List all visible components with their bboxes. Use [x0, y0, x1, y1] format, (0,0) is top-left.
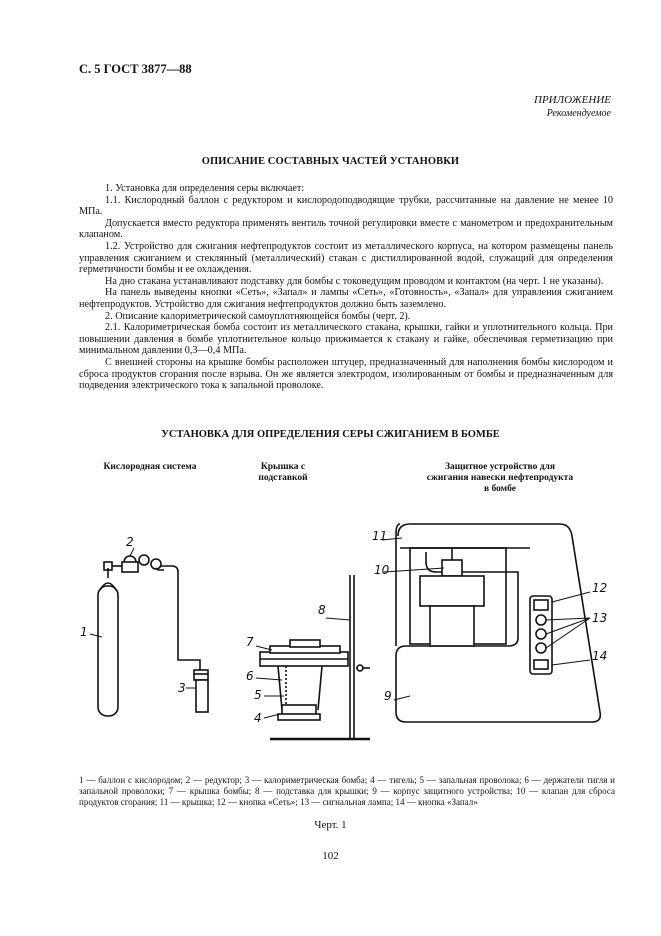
calorimetric-bomb-drawing: [194, 670, 208, 712]
part-number: 2: [126, 535, 134, 549]
part-number: 7: [246, 635, 254, 649]
part-number: 3: [178, 681, 186, 695]
apparatus-drawing: [60, 500, 620, 760]
part-number: 9: [384, 689, 392, 703]
paragraph: 1. Установка для определения серы включает:: [105, 183, 305, 194]
paragraph: На панель выведены кнопки «Сеть», «Запал» и лампы «Сеть», «Готовность», «Запал» для управления сжиганием нефтепродуктов. Устройство для сжигания нефтепродуктов должно быть заземлено.: [79, 287, 613, 310]
part-number: 13: [592, 611, 608, 625]
section-heading: ОПИСАНИЕ СОСТАВНЫХ ЧАСТЕЙ УСТАНОВКИ: [201, 156, 460, 167]
oxygen-cylinder-drawing: [98, 562, 122, 716]
paragraph: 1.1. Кислородный баллон с редуктором и кислородоподводящие трубки, рассчитанные на давление не менее 10 МПа.: [79, 194, 613, 218]
part-number: 10: [374, 563, 390, 577]
label-oxygen-system: Кислородная система: [103, 462, 197, 472]
part-number: 5: [254, 688, 262, 702]
appendix-label: ПРИЛОЖЕНИЕ: [534, 94, 611, 106]
paragraph: Допускается вместо редуктора применять вентиль точной регулировки вместе с манометром и предохранительным клапаном.: [79, 217, 613, 241]
part-number: 14: [592, 649, 608, 663]
part-number: 6: [246, 669, 254, 683]
part-number: 1: [80, 625, 88, 639]
reducer-drawing: [122, 555, 200, 670]
label-protective-device: Защитное устройство для сжигания навески нефтепродукта в бомбе: [426, 462, 574, 494]
page-header: С. 5 ГОСТ 3877—88: [79, 62, 192, 76]
appendix-subtitle: Рекомендуемое: [546, 108, 611, 119]
paragraph: 2.1. Калориметрическая бомба состоит из металлического стакана, крышки, гайки и уплотнительного кольца. При повышении давления в бомбе уплотнительное кольцо прижимается к стакану и гайке, обеспечивая герметизацию при минимальном давлении 0,3—0,4 МПа.: [79, 322, 613, 357]
caption-text: 1 — баллон с кислородом; 2 — редуктор; 3 — калориметрическая бомба; 4 — тигель; 5 — запальная проволока; 6 — держатели тигля и запальной проволоки; 7 — крышка бомбы; 8 — подставка для крышки; 9 — корпус защитного устройства; 10 — клапан для сброса продуктов сгорания; 11 — крышка; 12 — кнопка «Сеть»; 13 — сигнальная лампа; 14 — кнопка «Запал»: [79, 775, 615, 807]
appendix-title: [534, 94, 611, 120]
part-number: 11: [372, 529, 388, 543]
paragraph: 1.2. Устройство для сжигания нефтепродуктов состоит из металлического корпуса, на котором размещены панель управления сжиганием и стеклянный (металлический) стакан с дистиллированной водой, служащий для определения герметичности бомбы и ее охлаждения.: [79, 240, 613, 276]
figure-caption: [79, 775, 615, 808]
paragraph: 2. Описание калориметрической самоуплотняющейся бомбы (черт. 2).: [105, 310, 411, 322]
part-number: 4: [254, 711, 262, 725]
figure-number: Черт. 1: [314, 819, 347, 831]
paragraph: С внешней стороны на крышке бомбы расположен штуцер, предназначенный для наполнения бомбы кислородом и сброса продуктов сгорания после взрыва. Он же является электродом, изолированным от бомбы и предназначенным для подведения электрического тока к запальной проволоке.: [79, 356, 613, 392]
label-lid-stand: Крышка с подставкой: [258, 462, 308, 483]
page-number: 102: [322, 850, 339, 862]
protective-device-drawing: [396, 524, 600, 722]
part-number: 12: [592, 581, 608, 595]
part-number: 8: [318, 603, 326, 617]
paragraph: На дно стакана устанавливают подставку для бомбы с токоведущим проводом и контактом (на черт. 1 не указаны).: [105, 275, 604, 287]
body-text: [79, 183, 613, 392]
figure-title: УСТАНОВКА ДЛЯ ОПРЕДЕЛЕНИЯ СЕРЫ СЖИГАНИЕМ В БОМБЕ: [161, 429, 500, 440]
